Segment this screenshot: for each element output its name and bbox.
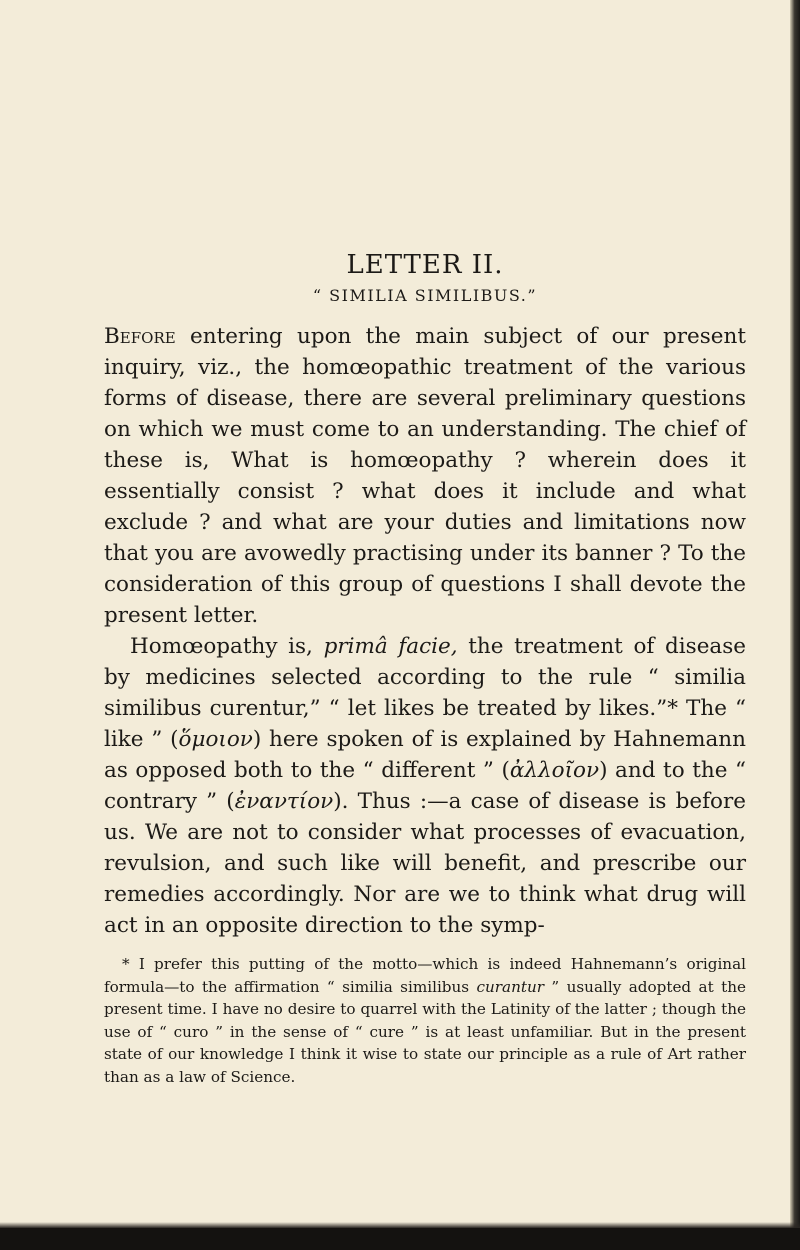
paragraph-2 [104, 631, 746, 941]
latin-phrase: primâ facie, [323, 634, 458, 659]
paragraph-2-text-1: Homœopathy is, [130, 634, 324, 659]
page-content [104, 250, 746, 1088]
paragraph-2-text-4: ) and to the “ contrary ” ( [104, 758, 746, 814]
paragraph-lead-word: Before [104, 324, 176, 349]
page-edge-shadow [790, 0, 800, 1250]
bottom-scan-edge [0, 1228, 800, 1250]
greek-word-like: ὅμοιον [178, 727, 253, 752]
footnote [104, 953, 746, 1088]
greek-word-different: ἀλλοῖον [509, 758, 600, 783]
paragraph-1-text: entering upon the main subject of our present inquiry, viz., the homœopathic treatment of the various forms of disease, there are several preliminary questions on which we must come to an understanding. The chief of these is, What is homœopathy ? wherein does it essentially consist ? what does it include and what exclude ? and what are your duties and limitations now that you are avowedly practising under its banner ? To the consideration of this group of questions I shall devote the present letter. [104, 324, 746, 628]
letter-heading: LETTER II. [346, 250, 504, 280]
paragraph-2-text-3: ) here spoken of is explained by Hahnemann as opposed both to the “ different ” ( [104, 727, 746, 783]
paragraph-2-text-5: ). Thus :—a case of disease is before us. We are not to consider what processes of evacuation, revulsion, and such like will benefit, and prescribe our remedies accordingly. Nor are we to think what drug will act in an opposite direction to the symp- [104, 789, 747, 938]
motto: “ SIMILIA SIMILIBUS.” [312, 286, 538, 305]
greek-word-contrary: ἐναντίον [234, 789, 334, 814]
paragraph-2-text-2: the treatment of disease by medicines selected according to the rule “ similia similibus curentur,” “ let likes be treated by likes.”* The “ like ” ( [104, 634, 746, 752]
footnote-text-1: * I prefer this putting of the motto—which is indeed Hahnemann’s original formula—to the affirmation “ similia similibus [104, 955, 746, 996]
footnote-text-2: ” usually adopted at the present time. I have no desire to quarrel with the Latinity of the latter ; though the use of “ curo ” in the sense of “ cure ” is at least unfamiliar. But in the present state of our knowledge I think it wise to state our principle as a rule of Art rather than as a law of Science. [104, 977, 746, 1086]
paragraph-1 [104, 321, 746, 631]
footnote-italic-word: curantur [476, 977, 545, 996]
